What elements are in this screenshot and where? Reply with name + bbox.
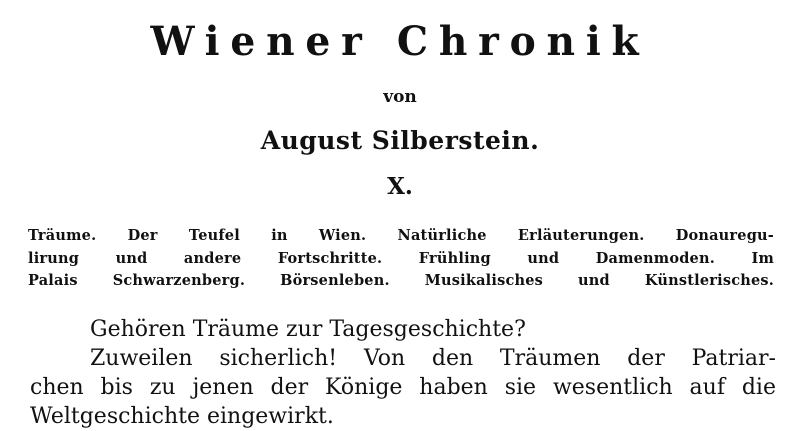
- summary-line: lirung und andere Fortschritte. Frühling und Damenmoden. Im: [28, 249, 774, 267]
- byline: von: [383, 87, 417, 107]
- author-name: August Silberstein.: [260, 126, 540, 155]
- body-line: Zuweilen sicherlich! Von den Träumen der Patriar-: [90, 346, 776, 371]
- body-line: chen bis zu jenen der Könige haben sie wesentlich auf die: [30, 375, 776, 400]
- chapter-summary: [28, 225, 774, 293]
- chapter-number: X.: [387, 173, 413, 200]
- summary-line: Palais Schwarzenberg. Börsenleben. Musikalisches und Künstlerisches.: [28, 272, 774, 289]
- summary-line: Träume. Der Teufel in Wien. Natürliche Erläuterungen. Donauregu-: [28, 227, 774, 244]
- body-line: Gehören Träume zur Tagesgeschichte?: [90, 317, 526, 342]
- page-title: Wiener Chronik: [150, 18, 650, 65]
- body-line: Weltgeschichte eingewirkt.: [30, 404, 334, 429]
- article-body: [30, 315, 776, 429]
